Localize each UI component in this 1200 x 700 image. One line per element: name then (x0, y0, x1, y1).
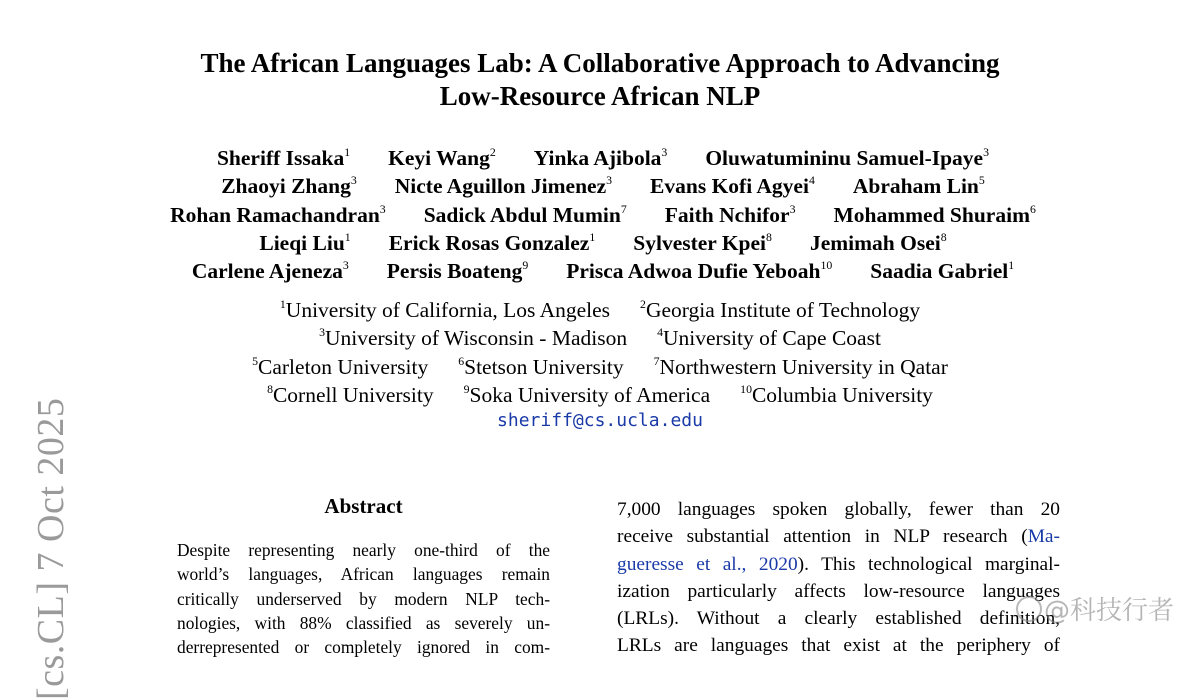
abstract-line: Despite representing nearly one-third of the (177, 540, 550, 560)
affiliation-row (0, 381, 1200, 409)
author: Faith Nchifor$^3$ (664, 201, 796, 227)
affiliation-row (0, 296, 1200, 324)
intro-line: receive substantial attention in NLP research (Ma- (617, 526, 1060, 548)
author: Mohammed Shuraim$^6$ (833, 201, 1036, 227)
author: Keyi Wang$^2$ (388, 145, 496, 170)
paper-title (0, 47, 1200, 113)
author: Saadia Gabriel$^1$ (870, 258, 1015, 284)
author: Lieqi Liu$^1$ (259, 230, 351, 255)
author: Sylvester Kpei$^8$ (633, 230, 772, 255)
affiliation: $^2$Georgia Institute of Technology (640, 297, 921, 322)
title-line-1: The African Languages Lab: A Collaborative Approach to Advancing (200, 48, 1000, 78)
author: Erick Rosas Gonzalez$^1$ (388, 230, 596, 255)
abstract-line: nologies, with 88% classified as severely un- (177, 612, 550, 633)
intro-line: ization particularly affects low-resource languages (617, 580, 1060, 602)
author-row (0, 257, 1200, 285)
author: Yinka Ajibola$^3$ (533, 145, 668, 170)
affiliation: $^6$Stetson University (458, 353, 624, 379)
author: Carlene Ajeneza$^3$ (191, 258, 349, 284)
affiliation: $^8$Cornell University (267, 382, 434, 407)
intro-line: 7,000 languages spoken globally, fewer than 20 (617, 499, 1060, 520)
author: Sadick Abdul Mumin$^7$ (423, 201, 627, 227)
introduction-text (617, 496, 1060, 660)
affiliation: $^9$Soka University of America (463, 382, 711, 407)
affiliation-row (0, 353, 1200, 381)
author: Persis Boateng$^9$ (386, 258, 529, 284)
author: Zhaoyi Zhang$^3$ (221, 173, 357, 199)
author: Oluwatumininu Samuel-Ipaye$^3$ (705, 145, 990, 170)
affiliation: $^7$Northwestern University in Qatar (653, 353, 948, 379)
contact-email[interactable]: sheriff@cs.ucla.edu (497, 410, 703, 431)
author-row (0, 229, 1200, 257)
affiliation: $^5$Carleton University (252, 353, 429, 379)
author: Prisca Adwoa Dufie Yeboah$^{10}$ (566, 258, 833, 284)
abstract-line: world’s languages, African languages remain (177, 564, 550, 585)
intro-line: LRLs are languages that exist at the periphery of (617, 635, 1060, 657)
author-row (0, 201, 1200, 229)
author: Sheriff Issaka$^1$ (216, 145, 351, 170)
author: Jemimah Osei$^8$ (809, 230, 947, 255)
author-row (0, 172, 1200, 200)
citation-link[interactable]: Ma- (1027, 526, 1060, 548)
watermark: @科技行者 (1016, 590, 1174, 627)
author: Evans Kofi Agyei$^4$ (650, 173, 815, 199)
intro-line: (LRLs). Without a clearly established definition, (617, 608, 1060, 630)
affiliation-list (0, 296, 1200, 409)
abstract-heading: Abstract (324, 494, 403, 518)
intro-line: gueresse et al., 2020). This technological marginal- (617, 553, 1060, 575)
arxiv-stamp: [cs.CL] 7 Oct 2025 (30, 397, 72, 700)
author: Nicte Aguillon Jimenez$^3$ (394, 173, 613, 199)
abstract-body (177, 538, 550, 659)
affiliation: $^4$University of Cape Coast (657, 325, 881, 351)
affiliation: $^{10}$Columbia University (740, 382, 933, 407)
affiliation: $^3$University of Wisconsin - Madison (319, 325, 628, 351)
citation-link[interactable]: gueresse et al., 2020 (617, 553, 798, 575)
author-list (0, 144, 1200, 285)
author: Abraham Lin$^5$ (852, 173, 985, 199)
author: Rohan Ramachandran$^3$ (170, 201, 386, 227)
affiliation-row (0, 324, 1200, 352)
author-row (0, 144, 1200, 172)
watermark-logo-icon (1016, 596, 1042, 622)
affiliation: $^1$University of California, Los Angeles (279, 297, 611, 322)
abstract-line: critically underserved by modern NLP tech- (177, 588, 550, 609)
title-line-2: Low-Resource African NLP (439, 81, 761, 111)
abstract-line: derrepresented or completely ignored in com- (177, 637, 550, 658)
